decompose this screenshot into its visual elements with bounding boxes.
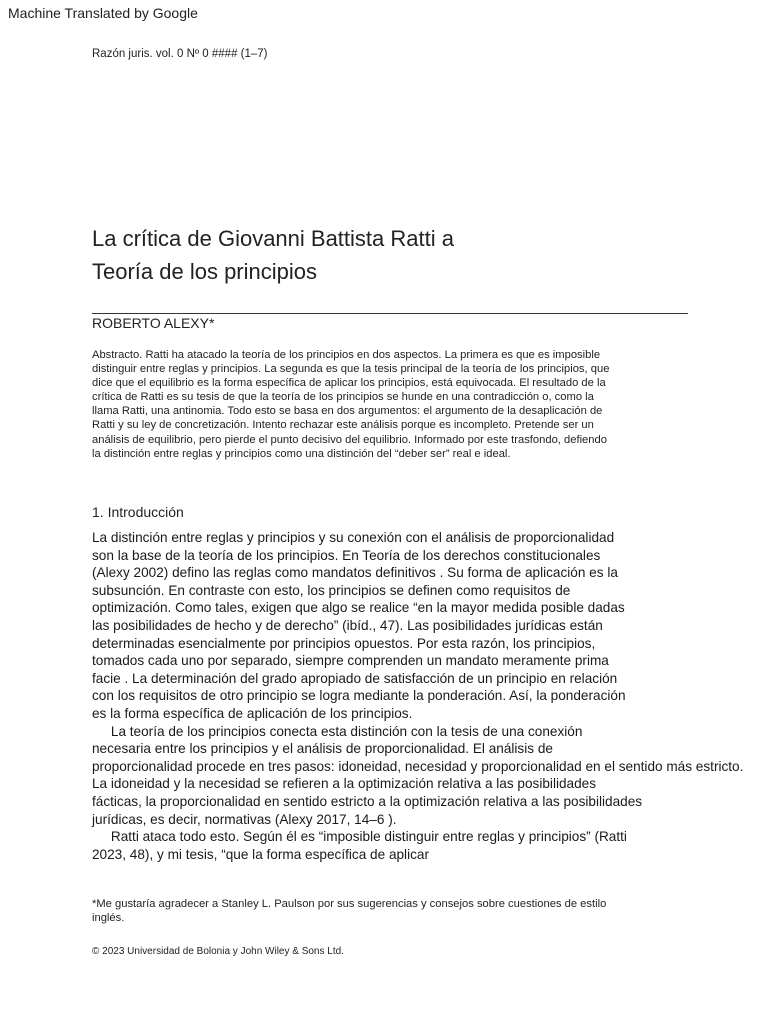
body-line: es la forma específica de aplicación de los principios.	[92, 705, 413, 721]
body-line: 2023, 48), y mi tesis, “que la forma específica de aplicar	[92, 846, 429, 862]
body-line: La teoría de los principios conecta esta distinción con la tesis de una conexión	[92, 723, 583, 739]
body-line: son la base de la teoría de los principios. En Teoría de los derechos constitucionales	[92, 547, 601, 563]
body-text	[92, 529, 768, 863]
abstract-line: la distinción entre reglas y principios como una distinción del “deber ser” real e ideal.	[92, 447, 511, 460]
copyright-notice: © 2023 Universidad de Bolonia y John Wiley & Sons Ltd.	[92, 946, 344, 957]
abstract-line: crítica de Ratti es su tesis de que la teoría de los principios se hunde en una contradicción o, como la	[92, 391, 594, 404]
body-line: jurídicas, es decir, normativas (Alexy 2017, 14–6 ).	[92, 811, 397, 827]
author-name: ROBERTO ALEXY*	[92, 315, 215, 331]
abstract-line: distinguir entre reglas y principios. La segunda es que la tesis principal de la teoría de los principios, que	[92, 363, 610, 376]
body-line: proporcionalidad procede en tres pasos: idoneidad, necesidad y proporcionalidad en el sentido más estricto.	[92, 758, 744, 774]
body-line: con los requisitos de otro principio se logra mediante la ponderación. Así, la ponderación	[92, 688, 626, 704]
abstract-line: análisis de equilibrio, pero pierde el punto decisivo del equilibrio. Informado por este trasfondo, defiendo	[92, 433, 607, 446]
body-line: (Alexy 2002) defino las reglas como mandatos definitivos . Su forma de aplicación es la	[92, 565, 618, 581]
body-line: determinadas esencialmente por principios opuestos. Por esta razón, los principios,	[92, 635, 596, 651]
body-line: La distinción entre reglas y principios y su conexión con el análisis de proporcionalidad	[92, 530, 615, 545]
abstract-line: Abstracto. Ratti ha atacado la teoría de los principios en dos aspectos. La primera es que es imposible	[92, 349, 601, 361]
body-line: subsunción. En contraste con esto, los principios se definen como requisitos de	[92, 582, 571, 598]
section-heading: 1. Introducción	[92, 504, 184, 520]
footnote-line: *Me gustaría agradecer a Stanley L. Paulson por sus sugerencias y consejos sobre cuestiones de estilo	[92, 898, 607, 910]
body-line: La idoneidad y la necesidad se refieren a la optimización relativa a las posibilidades	[92, 776, 597, 792]
footnote-line: inglés.	[92, 912, 125, 924]
body-line: Ratti ataca todo esto. Según él es “imposible distinguir entre reglas y principios” (Ratti	[92, 829, 627, 845]
abstract	[92, 348, 692, 461]
body-line: facie . La determinación del grado apropiado de satisfacción de un principio en relación	[92, 670, 618, 686]
title-divider	[92, 313, 688, 314]
title-line: La crítica de Giovanni Battista Ratti a	[92, 226, 454, 251]
body-line: optimización. Como tales, exigen que algo se realice “en la mayor medida posible dadas	[92, 600, 625, 616]
abstract-line: Ratti y su ley de concretización. Intento rechazar este análisis porque es incompleto. Pretende ser un	[92, 419, 594, 432]
body-line: necesaria entre los principios y el análisis de proporcionalidad. El análisis de	[92, 741, 553, 757]
abstract-line: llama Ratti, una antinomia. Todo esto se basa en dos argumentos: el argumento de la desaplicación de	[92, 405, 603, 418]
body-line: las posibilidades de hecho y de derecho” (ibíd., 47). Las posibilidades jurídicas están	[92, 617, 603, 633]
article-title	[92, 222, 454, 288]
journal-reference: Razón juris. vol. 0 Nº 0 #### (1–7)	[92, 48, 268, 60]
footnote	[92, 897, 692, 925]
title-line: Teoría de los principios	[92, 259, 318, 284]
abstract-line: dice que el equilibrio es la forma específica de aplicar los principios, está equivocada. El resultado de la	[92, 377, 606, 390]
body-line: fácticas, la proporcionalidad en sentido estricto a la optimización relativa a las posibilidades	[92, 793, 643, 809]
translation-banner: Machine Translated by Google	[8, 5, 198, 21]
body-line: tomados cada uno por separado, siempre comprenden un mandato meramente prima	[92, 653, 609, 669]
